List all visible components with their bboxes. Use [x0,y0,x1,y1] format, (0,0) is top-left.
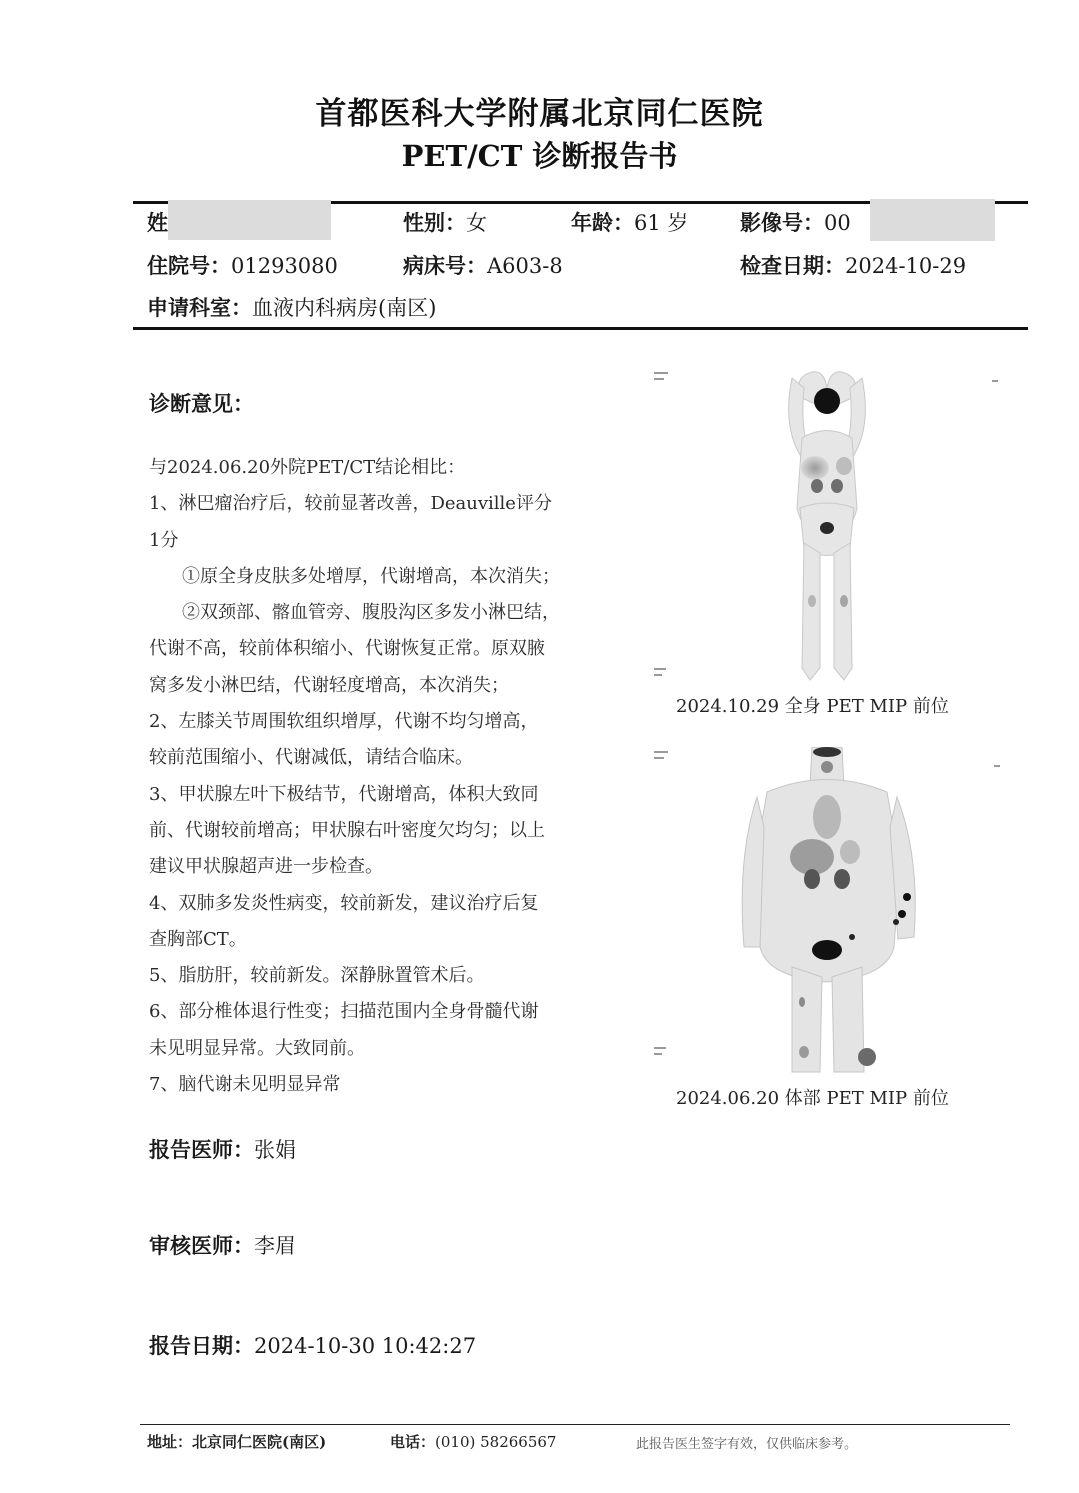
address-value: 北京同仁医院(南区) [192,1433,327,1451]
exam-date-label: 检查日期： [740,253,845,278]
exam-date-field [740,250,966,280]
gender-field [403,207,487,237]
pet-mip-image-2 [652,747,1002,1077]
image-no-redaction [870,199,995,241]
report-date-value: 2024-10-30 10:42:27 [254,1334,477,1358]
finding-line: 1、淋巴瘤治疗后，较前显著改善，Deauville评分 [149,493,552,515]
footer-rule [140,1424,1010,1425]
admission-label: 住院号： [147,253,231,278]
age-label: 年龄： [571,210,634,235]
age-value: 61 岁 [634,211,689,235]
reviewer-field [149,1230,296,1260]
finding-line: 窝多发小淋巴结，代谢轻度增高，本次消失； [149,674,509,696]
reporter-label: 报告医师： [149,1137,254,1162]
diagnosis-title: 诊断意见： [149,391,254,416]
report-date-label: 报告日期： [149,1333,254,1358]
finding-line: ②双颈部、髂血管旁、腹股沟区多发小淋巴结， [182,602,560,624]
reviewer-label: 审核医师： [149,1233,254,1258]
hospital-title: 首都医科大学附属北京同仁医院 [315,96,764,132]
finding-line: 7、脑代谢未见明显异常 [149,1074,341,1096]
finding-line: 与2024.06.20外院PET/CT结论相比： [149,457,466,478]
report-date-field [149,1330,476,1360]
finding-line: 3、甲状腺左叶下极结节，代谢增高，体积大致同 [149,783,539,805]
phone-value: (010) 58266567 [435,1433,557,1451]
finding-line: 前、代谢较前增高；甲状腺右叶密度欠均匀；以上 [149,819,545,841]
report-title: PET/CT 诊断报告书 [401,139,678,173]
diagnosis-findings [149,450,635,1103]
finding-line: 5、脂肪肝，较前新发。深静脉置管术后。 [149,965,485,987]
finding-line: 4、双肺多发炎性病变，较前新发，建议治疗后复 [149,892,539,914]
image-no-label: 影像号： [740,210,824,235]
name-redaction [168,200,331,240]
age-field [571,207,688,237]
name-label: 姓 [147,210,168,235]
address-label: 地址： [147,1433,193,1451]
finding-line: 未见明显异常。大致同前。 [149,1037,365,1059]
gender-label: 性别： [403,210,466,235]
image-caption-1: 2024.10.29 全身 PET MIP 前位 [676,696,949,717]
image-no-value: 00 [824,211,851,235]
bed-value: A603-8 [487,254,563,278]
gender-value: 女 [466,211,487,235]
pet-mip-figure-2 [652,747,1002,1077]
footer-address [147,1431,326,1452]
bed-field [403,250,563,280]
dept-label: 申请科室： [147,295,252,320]
finding-line: ①原全身皮肤多处增厚，代谢增高，本次消失； [182,565,560,587]
finding-line: 6、部分椎体退行性变；扫描范围内全身骨髓代谢 [149,1001,539,1023]
header-bottom-rule [133,327,1028,330]
bed-label: 病床号： [403,253,487,278]
finding-line: 建议甲状腺超声进一步检查。 [149,856,383,878]
finding-line: 查胸部CT。 [149,928,247,950]
admission-value: 01293080 [231,254,338,278]
reporter-value: 张娟 [254,1138,296,1162]
finding-line: 较前范围缩小、代谢减低，请结合临床。 [149,747,473,769]
dept-field [147,292,436,322]
finding-line: 2、左膝关节周围软组织增厚，代谢不均匀增高， [149,711,539,733]
exam-date-value: 2024-10-29 [845,254,967,278]
dept-value: 血液内科病房(南区) [252,296,437,320]
image-caption-2: 2024.06.20 体部 PET MIP 前位 [676,1088,949,1109]
finding-line: 1分 [149,529,179,551]
footer-phone [390,1431,556,1452]
pet-mip-figure-1 [652,368,1002,686]
footer-note: 此报告医生签字有效，仅供临床参考。 [636,1437,858,1452]
phone-label: 电话： [390,1433,436,1451]
name-field [147,207,168,237]
reporter-field [149,1134,296,1164]
pet-mip-image-1 [652,368,1002,686]
reviewer-value: 李眉 [254,1234,296,1258]
admission-field [147,250,338,280]
image-no-field [740,207,851,237]
finding-line: 代谢不高，较前体积缩小、代谢恢复正常。原双腋 [149,638,545,660]
